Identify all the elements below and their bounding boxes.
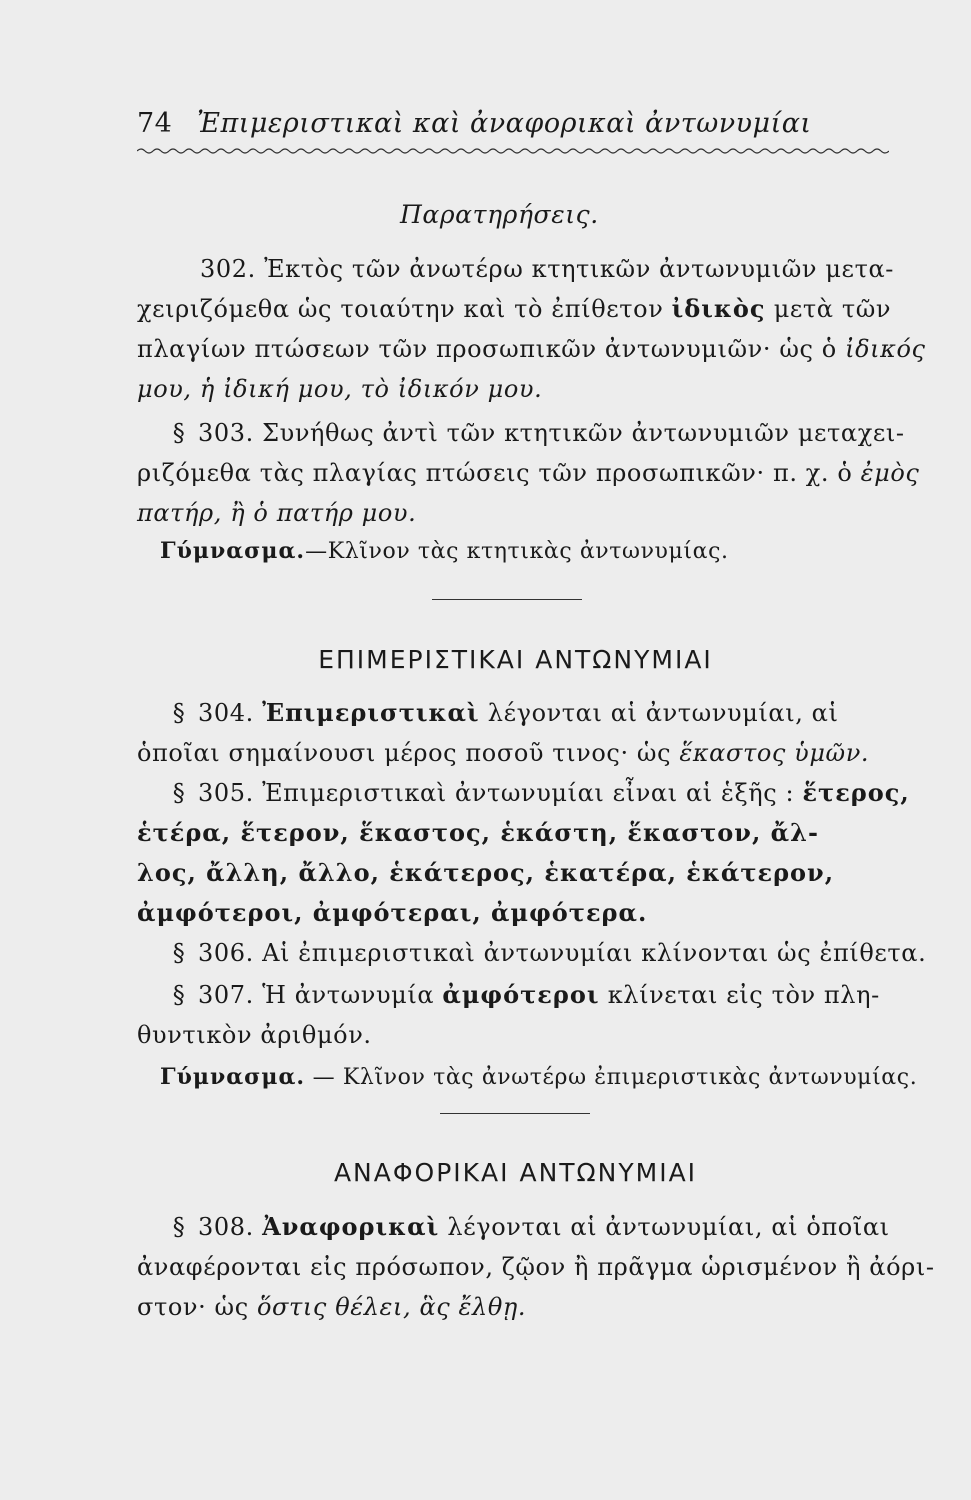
exercise-2-label: Γύμνασμα. [160,1064,306,1090]
p304-num: 304. [198,699,263,727]
p303-line2-b: ἐμὸς [860,459,920,487]
p302-line3-a: πλαγίων πτώσεων τῶν προσωπικῶν ἀντωνυμιῶν· ὡς ὁ [137,335,846,363]
observations-heading: Παρατηρήσεις. [400,200,599,229]
p307-line2: θυντικὸν ἀριθμόν. [137,1021,372,1049]
section-sign: § [172,981,186,1009]
p302-term-idikos: ἰδικὸς [671,294,766,323]
p307-line1-c: κλίνεται εἰς τὸν πλη- [599,981,880,1009]
p308-line3 [137,1292,894,1322]
exercise-2-text: — Κλῖνον τὰς ἀνωτέρω ἐπιμεριστικὰς ἀντωνυμίας. [305,1065,918,1090]
p302-line2-a: χειριζόμεθα ὡς τοιαύτην καὶ τὸ ἐπίθετον [137,295,672,323]
p302-line2-c: μετὰ τῶν [765,295,892,323]
section-sign: § [172,419,186,447]
p304-line2 [137,738,894,768]
page-number: 74 [137,108,173,139]
p307-term: ἀμφότεροι [442,980,600,1009]
p304-line2-a: ὁποῖαι σημαίνουσι μέρος ποσοῦ τινος· ὡς [137,739,680,767]
p305-line2: ἑτέρα, ἕτερον, ἕκαστος, ἑκάστη, ἕκαστον, ἄλ- [137,818,819,847]
p306 [160,938,927,968]
section-sign: § [172,939,186,967]
p302-line3-b: ἰδικός [845,335,926,363]
section-divider-1 [432,599,582,600]
running-title: Ἐπιμεριστικαὶ καὶ ἀναφορικαὶ ἀντωνυμίαι [197,108,812,139]
p307-line1-a: 307. Ἡ ἀντωνυμία [198,981,443,1009]
p302-line1: 302. Ἐκτὸς τῶν ἀνωτέρω κτητικῶν ἀντωνυμιῶν μετα- [200,255,894,283]
p304-term: Ἐπιμεριστικαὶ [262,698,480,727]
exercise-1-label: Γύμνασμα. [160,538,306,564]
p308-line1 [160,1212,917,1242]
p303-line2 [137,458,920,488]
p308-line3-a: στον· ὡς [137,1293,257,1321]
p302-line2 [137,294,894,324]
p305-line1-b: ἕτερος, [802,778,910,807]
p305-line1-a: 305. Ἐπιμεριστικαὶ ἀντωνυμίαι εἶναι αἱ ἑξῆς : [198,779,803,807]
p304-line2-b: ἕκαστος ὑμῶν. [679,739,870,767]
p302-line3 [137,334,926,364]
p305-line4: ἀμφότεροι, ἀμφότεραι, ἀμφότερα. [137,898,648,927]
wavy-rule [137,146,889,156]
exercise-1-text: —Κλῖνον τὰς κτητικὰς ἀντωνυμίας. [305,539,729,564]
p308-line3-b: ὅστις θέλει, ἃς ἔλθῃ. [257,1293,527,1321]
p305-line3: λος, ἄλλη, ἄλλο, ἑκάτερος, ἑκατέρα, ἑκάτερον, [137,858,835,887]
p303-line2-a: ριζόμεθα τὰς πλαγίας πτώσεις τῶν προσωπικῶν· π. χ. ὁ [137,459,861,487]
p303-line1-text: 303. Συνήθως ἀντὶ τῶν κτητικῶν ἀντωνυμιῶν μεταχει- [198,419,905,447]
p306-text: 306. Αἱ ἐπιμεριστικαὶ ἀντωνυμίαι κλίνονται ὡς ἐπίθετα. [198,939,927,967]
p308-line2: ἀναφέρονται εἰς πρόσωπον, ζῷον ἢ πρᾶγμα ὡρισμένον ἢ ἀόρι- [137,1253,935,1281]
section-sign: § [172,1213,186,1241]
exercise-2 [160,1062,917,1093]
section-heading-relative: ΑΝΑΦΟΡΙΚΑΙ ΑΝΤΩΝΥΜΙΑΙ [333,1158,698,1187]
p308-num: 308. [198,1213,263,1241]
p303-line3: πατήρ, ἢ ὁ πατήρ μου. [137,499,417,527]
running-header [137,108,889,139]
p308-line1-rest: λέγονται αἱ ἀντωνυμίαι, αἱ ὁποῖαι [439,1213,890,1241]
p308-term: Ἀναφορικαὶ [262,1212,440,1241]
section-divider-2 [440,1113,590,1114]
p304-line1-rest: λέγονται αἱ ἀντωνυμίαι, αἱ [479,699,839,727]
p302-line4: μου, ἡ ἰδική μου, τὸ ἰδικόν μου. [137,375,543,403]
p305-line1 [160,778,917,808]
section-heading-distributive: ΕΠΙΜΕΡΙΣΤΙΚΑΙ ΑΝΤΩΝΥΜΙΑΙ [318,645,713,674]
p304-line1 [160,698,917,728]
exercise-1 [160,536,917,567]
p303-line1 [160,418,917,448]
section-sign: § [172,779,186,807]
p307-line1 [160,980,917,1010]
section-sign: § [172,699,186,727]
